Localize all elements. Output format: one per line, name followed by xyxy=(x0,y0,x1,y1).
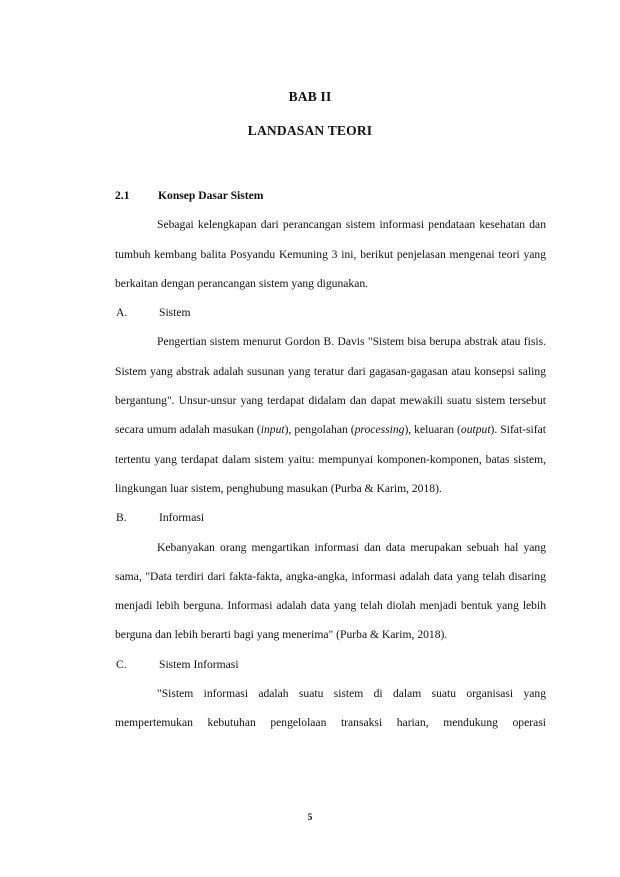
chapter-label: BAB II xyxy=(288,89,332,104)
subsection-title: Sistem Informasi xyxy=(159,657,239,671)
section-number: 2.1 xyxy=(115,189,130,202)
paragraph-text: ), keluaran ( xyxy=(404,423,461,437)
subsection-paragraph-sistem xyxy=(115,327,546,503)
paragraph-text: ). Sifat-sifat tertentu yang terdapat dalam sistem yaitu: mempunyai komponen-komponen, batas sistem, lingkungan luar sistem, penghubung masukan (Purba & Karim, 2018). xyxy=(115,423,546,495)
subsection-title: Sistem xyxy=(159,306,191,320)
section-intro-paragraph: Sebagai kelengkapan dari perancangan sistem informasi pendataan kesehatan dan tumbuh kembang balita Posyandu Kemuning 3 ini, berikut penjelasan mengenai teori yang berkaitan dengan perancangan sistem yang digunakan. xyxy=(115,218,546,290)
italic-term-processing: processing xyxy=(354,423,405,437)
subsection-title: Informasi xyxy=(159,511,205,525)
paragraph-text: Pengertian sistem menurut Gordon B. Davis "Sistem bisa berupa abstrak atau fisis. Sistem yang abstrak adalah susunan yang teratur dari gagasan-gagasan atau konsepsi saling bergantung". Unsur-unsur yang terdapat didalam dan dapat mewakili suatu sistem tersebut secara umum adalah masukan ( xyxy=(115,335,546,437)
body-text xyxy=(115,181,546,738)
section-title: Konsep Dasar Sistem xyxy=(158,189,264,202)
subsection-paragraph-sistem-informasi: "Sistem informasi adalah suatu sistem di dalam suatu organisasi yang mempertemukan kebutuhan pengelolaan transaksi harian, mendukung operasi xyxy=(115,687,546,730)
section-heading xyxy=(115,181,546,210)
subsection-letter: B. xyxy=(116,511,127,525)
subsection-paragraph-informasi: Kebanyakan orang mengartikan informasi dan data merupakan sebuah hal yang sama, "Data terdiri dari fakta-fakta, angka-angka, informasi adalah data yang telah disaring menjadi lebih berguna. Informasi adalah data yang telah diolah menjadi bentuk yang lebih berguna dan lebih berarti bagi yang menerima" (Purba & Karim, 2018). xyxy=(115,540,546,642)
italic-term-input: input xyxy=(260,423,285,437)
page-number: 5 xyxy=(307,813,313,823)
chapter-title: LANDASAN TEORI xyxy=(247,123,373,138)
subsection-heading-informasi xyxy=(115,503,546,532)
italic-term-output: output xyxy=(460,423,491,437)
subsection-heading-sistem-informasi xyxy=(115,650,546,679)
paragraph-text: ), pengolahan ( xyxy=(284,423,355,437)
subsection-heading-sistem xyxy=(115,298,546,327)
subsection-letter: A. xyxy=(116,306,128,320)
subsection-letter: C. xyxy=(116,657,127,671)
